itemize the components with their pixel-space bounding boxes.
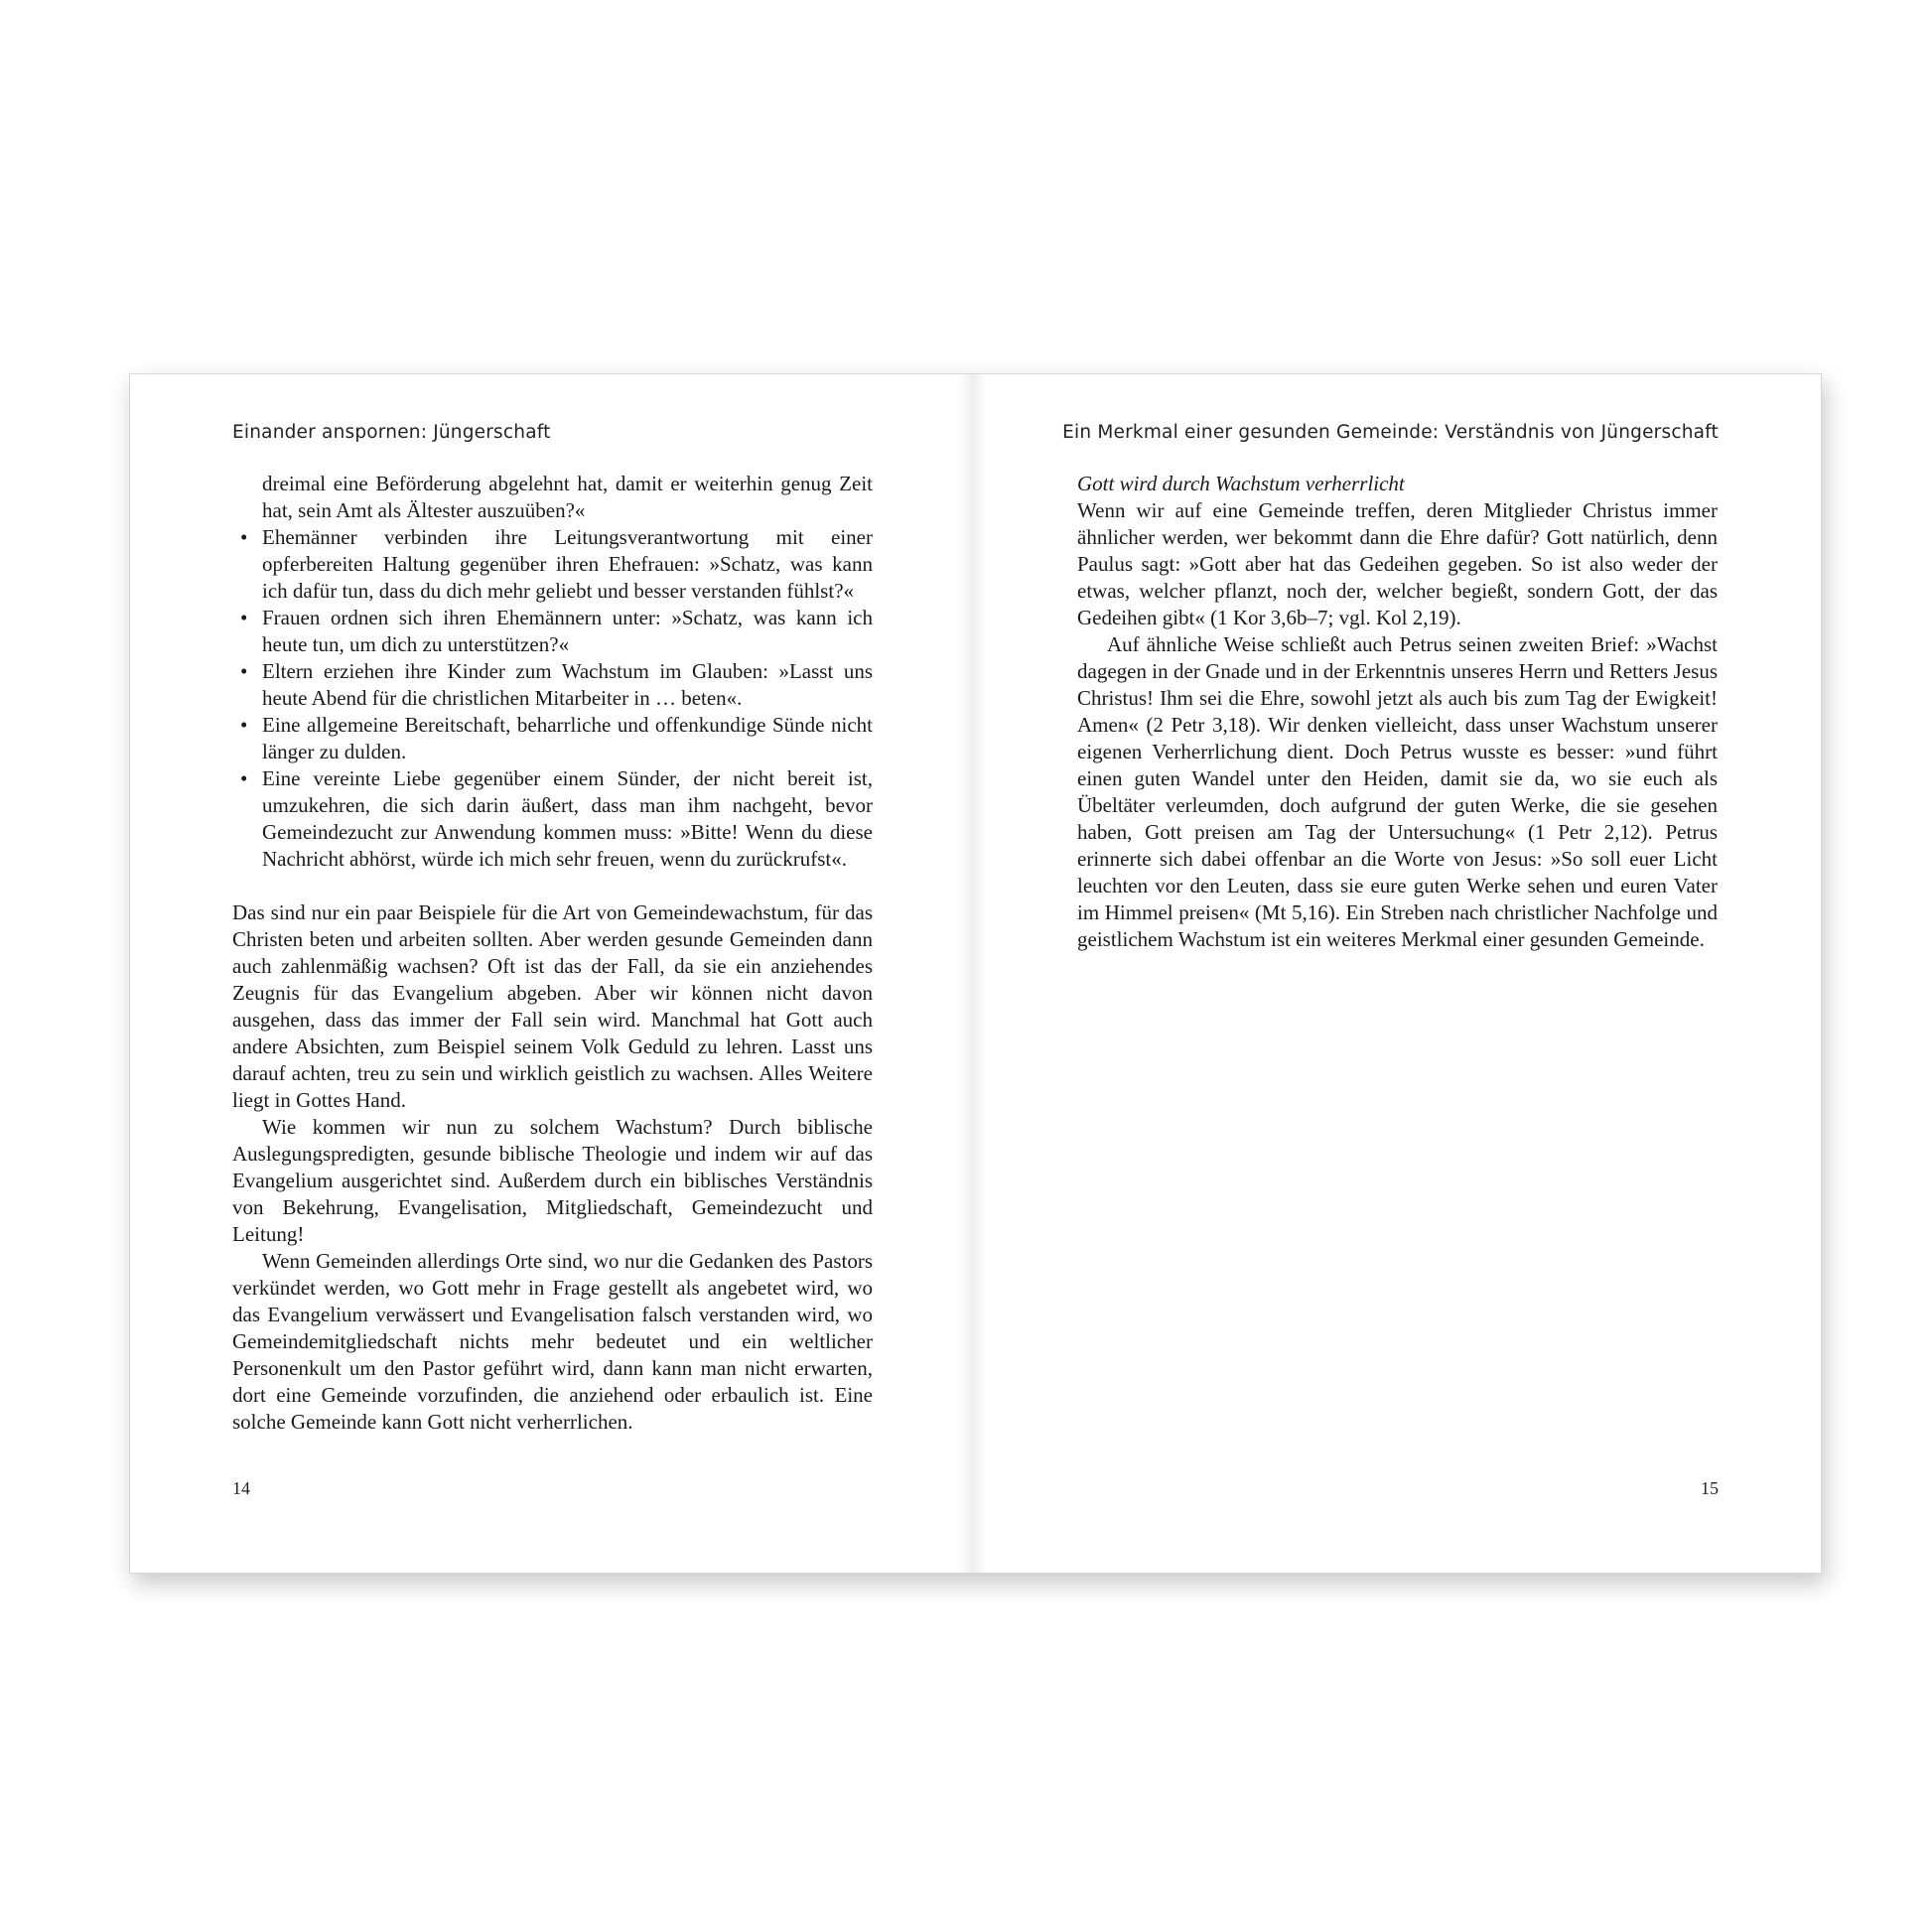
bullet-icon: • xyxy=(240,659,248,683)
list-item-text: Frauen ordnen sich ihren Ehemännern unter: »Schatz, was kann ich heute tun, um dich zu unterstützen?« xyxy=(262,606,873,656)
page-number-right: 15 xyxy=(1701,1478,1719,1498)
list-item-text: Eltern erziehen ihre Kinder zum Wachstum im Glauben: »Lasst uns heute Abend für die christlichen Mitarbeiter in … beten«. xyxy=(262,659,873,710)
list-item xyxy=(232,524,873,605)
left-page xyxy=(130,374,975,1573)
bullet-icon: • xyxy=(240,525,248,549)
right-body-text xyxy=(1077,471,1718,953)
list-item xyxy=(232,605,873,658)
section-subheading: Gott wird durch Wachstum verherrlicht xyxy=(1077,472,1405,495)
list-item xyxy=(232,658,873,712)
body-paragraph: Das sind nur ein paar Beispiele für die Art von Gemeindewachstum, für das Christen beten und arbeiten sollten. Aber werden gesunde Gemeinden dann auch zahlenmäßig wachsen? Oft ist das der Fall, da sie ein anziehendes Zeugnis für das Evangelium abgeben. Aber wir können nicht davon ausgehen, dass das immer der Fall sein wird. Manchmal hat Gott auch andere Absichten, zum Beispiel seinem Volk Geduld zu lehren. Lasst uns darauf achten, treu zu sein und wirklich geistlich zu wachsen. Alles Weitere liegt in Gottes Hand. xyxy=(232,900,873,1112)
continuation-paragraph: dreimal eine Beförderung abgelehnt hat, damit er weiterhin genug Zeit hat, sein Amt als Ältester auszuüben?« xyxy=(262,472,873,522)
book-spread xyxy=(129,373,1822,1574)
bullet-icon: • xyxy=(240,713,248,737)
body-paragraph: Wenn wir auf eine Gemeinde treffen, deren Mitglieder Christus immer ähnlicher werden, wer bekommt dann die Ehre dafür? Gott natürlich, denn Paulus sagt: »Gott aber hat das Gedeihen gegeben. So ist also weder der etwas, welcher pflanzt, noch der, welcher begießt, sondern Gott, der das Gedeihen gibt« (1 Kor 3,6b–7; vgl. Kol 2,19). xyxy=(1077,498,1718,629)
running-head-right: Ein Merkmal einer gesunden Gemeinde: Verständnis von Jüngerschaft xyxy=(1062,422,1719,443)
running-head-left: Einander anspornen: Jüngerschaft xyxy=(232,422,551,443)
body-paragraph: Auf ähnliche Weise schließt auch Petrus seinen zweiten Brief: »Wachst dagegen in der Gnade und in der Erkenntnis unseres Herrn und Retters Jesus Christus! Ihm sei die Ehre, sowohl jetzt als auch bis zum Tag der Ewigkeit! Amen« (2 Petr 3,18). Wir denken vielleicht, dass unser Wachstum unserer eigenen Verherrlichung dient. Doch Petrus wusste es besser: »und führt einen guten Wandel unter den Heiden, damit sie da, wo sie euch als Übeltäter verleumden, doch aufgrund der guten Werke, die sie gesehen haben, Gott preisen am Tag der Untersuchung« (1 Petr 2,12). Petrus erinnerte sich dabei offenbar an die Worte von Jesus: »So soll euer Licht leuchten vor den Leuten, dass sie eure guten Werke sehen und euren Vater im Himmel preisen« (Mt 5,16). Ein Streben nach christlicher Nachfolge und geistlichem Wachstum ist ein weiteres Merkmal einer gesunden Gemeinde. xyxy=(1077,632,1718,951)
list-item-text: Eine vereinte Liebe gegenüber einem Sünder, der nicht bereit ist, umzukehren, die sich darin äußert, dass man ihm nachgeht, bevor Gemeindezucht zur Anwendung kommen muss: »Bitte! Wenn du diese Nachricht abhörst, würde ich mich sehr freuen, wenn du zurückrufst«. xyxy=(262,766,873,871)
page-number-left: 14 xyxy=(232,1478,250,1498)
list-item xyxy=(232,712,873,765)
bullet-list xyxy=(232,524,873,873)
list-item-text: Ehemänner verbinden ihre Leitungsverantwortung mit einer opferbereiten Haltung gegenüber ihren Ehefrauen: »Schatz, was kann ich dafür tun, dass du dich mehr geliebt und besser verstanden fühlst?« xyxy=(262,525,873,603)
bullet-icon: • xyxy=(240,766,248,790)
body-paragraph: Wie kommen wir nun zu solchem Wachstum? Durch biblische Auslegungspredigten, gesunde biblische Theologie und indem wir auf das Evangelium ausgerichtet sind. Außerdem durch ein biblisches Verständnis von Bekehrung, Evangelisation, Mitgliedschaft, Gemeindezucht und Leitung! xyxy=(232,1115,873,1246)
right-page xyxy=(975,374,1821,1573)
body-paragraph: Wenn Gemeinden allerdings Orte sind, wo nur die Gedanken des Pastors verkündet werden, wo Gott mehr in Frage gestellt als angebetet wird, wo das Evangelium verwässert und Evangelisation falsch verstanden wird, wo Gemeindemitgliedschaft nichts mehr bedeutet und ein weltlicher Personenkult um den Pastor geführt wird, dann kann man nicht erwarten, dort eine Gemeinde vorzufinden, die anziehend oder erbaulich ist. Eine solche Gemeinde kann Gott nicht verherrlichen. xyxy=(232,1249,873,1434)
list-item-text: Eine allgemeine Bereitschaft, beharrliche und offenkundige Sünde nicht länger zu dulden. xyxy=(262,713,873,763)
list-item xyxy=(232,765,873,873)
bullet-icon: • xyxy=(240,606,248,629)
left-body-text xyxy=(232,471,873,1436)
